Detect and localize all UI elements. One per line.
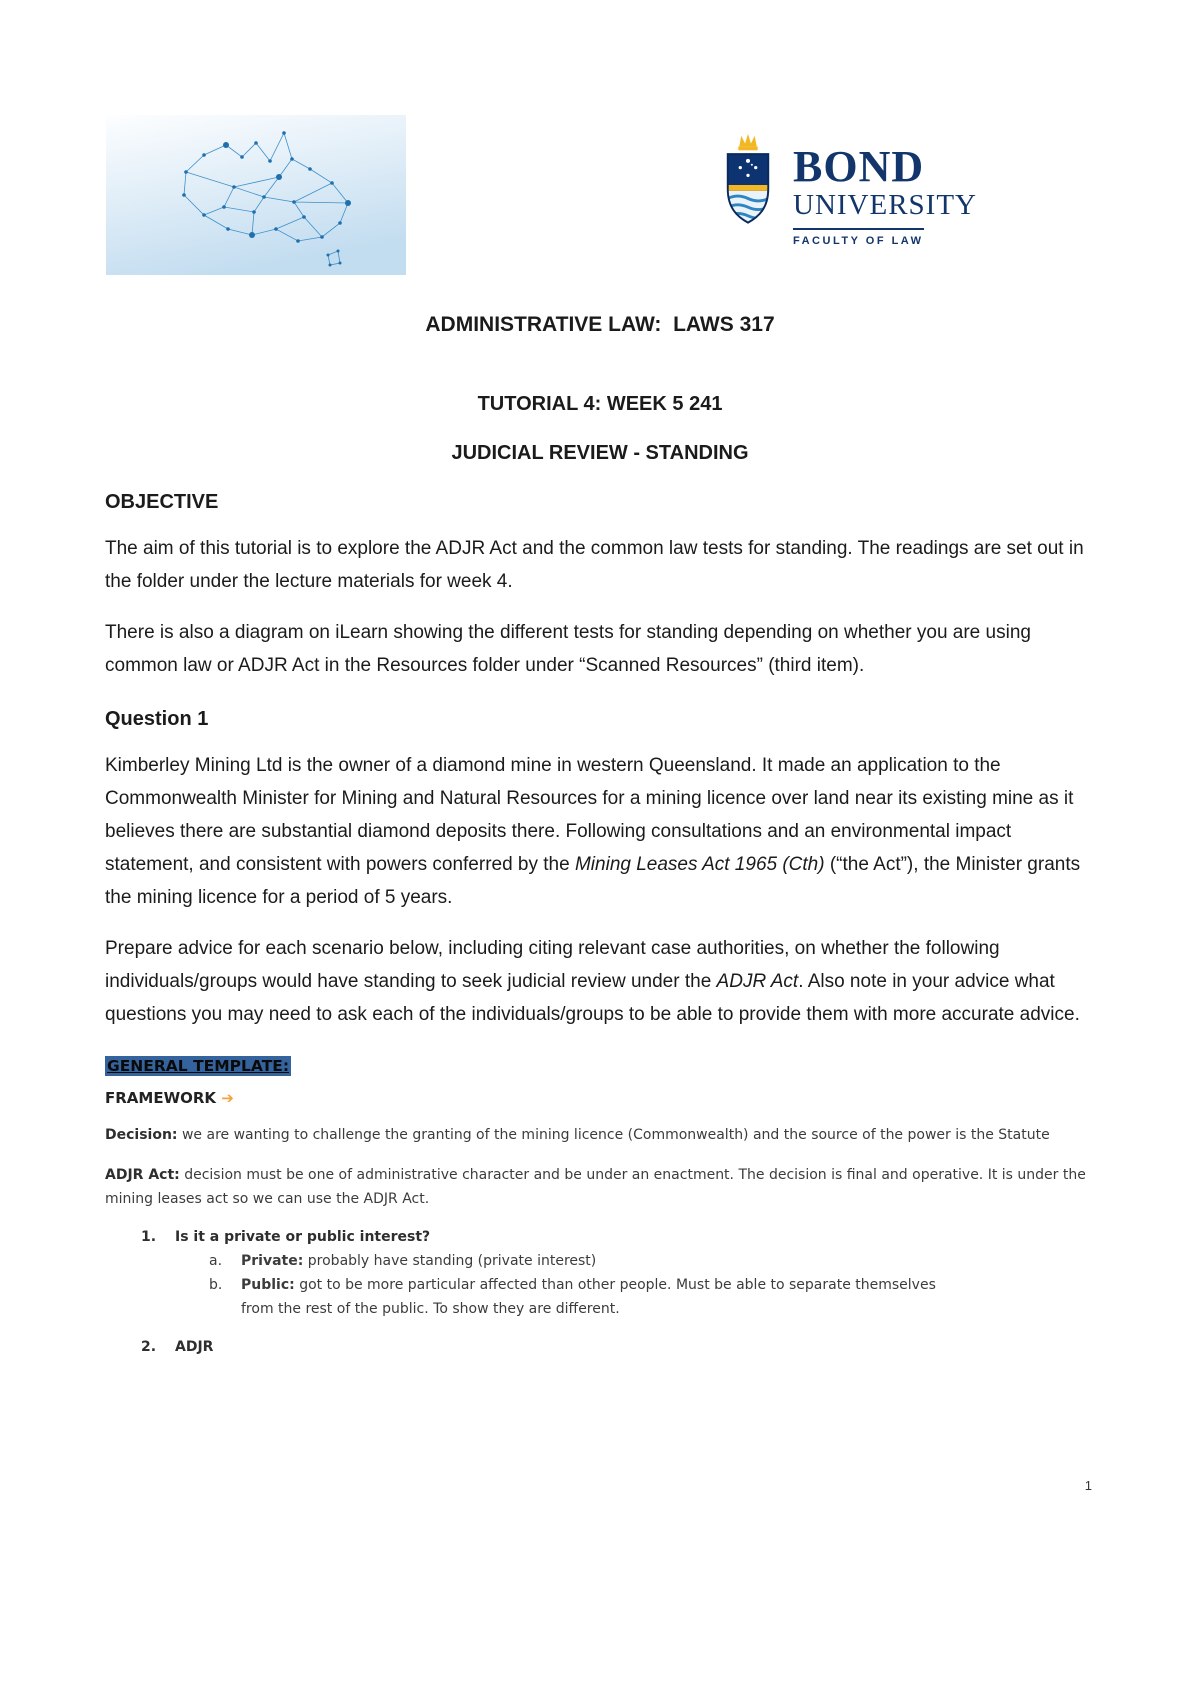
page-number: 1 xyxy=(1084,1478,1092,1493)
highlighted-heading-text: GENERAL TEMPLATE: xyxy=(107,1057,290,1075)
framework-label xyxy=(105,1089,1095,1107)
list-item-number: 2. xyxy=(141,1339,157,1355)
paragraph-text: Kimberley Mining Ltd is the owner of a diamond mine in western Queensland. It made an application to the Commonwealth Minister for Mining and Natural Resources for a mining licence over land near its existing mine as it believes there are substantial diamond deposits there. Following consultations and an environmental impact statement, and consistent with powers conferred by the xyxy=(105,755,1074,875)
tutorial-subtitle: TUTORIAL 4: WEEK 5 241 xyxy=(477,393,723,415)
orange-arrow-icon: ➔ xyxy=(221,1089,234,1107)
sub-item-letter: b. xyxy=(209,1277,223,1293)
private-label: Private: xyxy=(241,1253,304,1269)
topic-subtitle: JUDICIAL REVIEW - STANDING xyxy=(451,442,749,464)
general-template-heading xyxy=(105,1057,1095,1075)
list-item-label: ADJR xyxy=(175,1339,214,1355)
objective-heading: OBJECTIVE xyxy=(105,491,219,513)
australia-network-image xyxy=(105,115,407,275)
list-item-2 xyxy=(105,1335,1095,1359)
adjr-text: decision must be one of administrative character and be under an enactment. The decision is final and operative. It is under the mining leases act so we can use the ADJR Act. xyxy=(105,1167,1086,1207)
sub-item-text xyxy=(241,1249,596,1273)
framework-text: FRAMEWORK xyxy=(105,1089,222,1107)
public-text: got to be more particular affected than other people. Must be able to separate themselves from the rest of the public. To show they are different. xyxy=(241,1277,936,1317)
bond-logo-name: BOND xyxy=(793,142,925,191)
objective-paragraph-2: There is also a diagram on iLearn showing the different tests for standing depending on whether you are using common law or ADJR Act in the Resources folder under “Scanned Resources” (third item). xyxy=(105,622,1031,676)
private-text: probably have standing (private interest) xyxy=(303,1253,597,1269)
objective-paragraph-1: The aim of this tutorial is to explore the ADJR Act and the common law tests for standing. The readings are set out in the folder under the lecture materials for week 4. xyxy=(105,538,1084,592)
bond-shield-icon xyxy=(719,131,777,239)
list-item-number: 1. xyxy=(141,1229,157,1245)
list-item-1 xyxy=(105,1225,1095,1249)
act-name-italic: ADJR Act xyxy=(716,971,799,992)
list-item-label: Is it a private or public interest? xyxy=(175,1229,431,1245)
sub-item-text xyxy=(241,1273,961,1321)
act-name-italic: Mining Leases Act 1965 (Cth) xyxy=(574,854,825,875)
paragraph-text: Prepare advice for each scenario below, including citing relevant case authorities, on whether the following individuals/groups would have standing to seek judicial review under the xyxy=(105,938,1000,992)
document-header xyxy=(105,115,1095,277)
paragraph-text: . Also note in your advice what questions you may need to ask each of the individuals/groups to be able to provide them with more accurate advice. xyxy=(105,971,1080,1025)
paragraph-text: (“the Act”), the Minister grants the mining licence for a period of 5 years. xyxy=(105,854,1081,908)
question1-heading: Question 1 xyxy=(105,708,209,730)
bond-university-logo xyxy=(719,131,977,249)
sub-item-a xyxy=(105,1249,1095,1273)
adjr-label: ADJR Act: xyxy=(105,1167,180,1183)
question1-paragraph-1 xyxy=(105,749,1095,914)
decision-paragraph xyxy=(105,1123,1095,1147)
sub-item-b xyxy=(105,1273,1095,1321)
decision-text: we are wanting to challenge the granting of the mining licence (Commonwealth) and the source of the power is the Statute xyxy=(177,1127,1050,1143)
question1-paragraph-2 xyxy=(105,932,1095,1031)
public-label: Public: xyxy=(241,1277,295,1293)
bond-logo-university: UNIVERSITY xyxy=(793,189,977,221)
numbered-list xyxy=(105,1225,1095,1359)
decision-label: Decision: xyxy=(105,1127,178,1143)
course-title: ADMINISTRATIVE LAW: LAWS 317 xyxy=(425,313,775,336)
sub-item-letter: a. xyxy=(209,1253,223,1269)
australia-constellation-graphic xyxy=(105,115,407,275)
adjr-paragraph xyxy=(105,1163,1095,1211)
bond-logo-text xyxy=(793,131,977,249)
bond-logo-faculty: FACULTY OF LAW xyxy=(793,228,924,247)
